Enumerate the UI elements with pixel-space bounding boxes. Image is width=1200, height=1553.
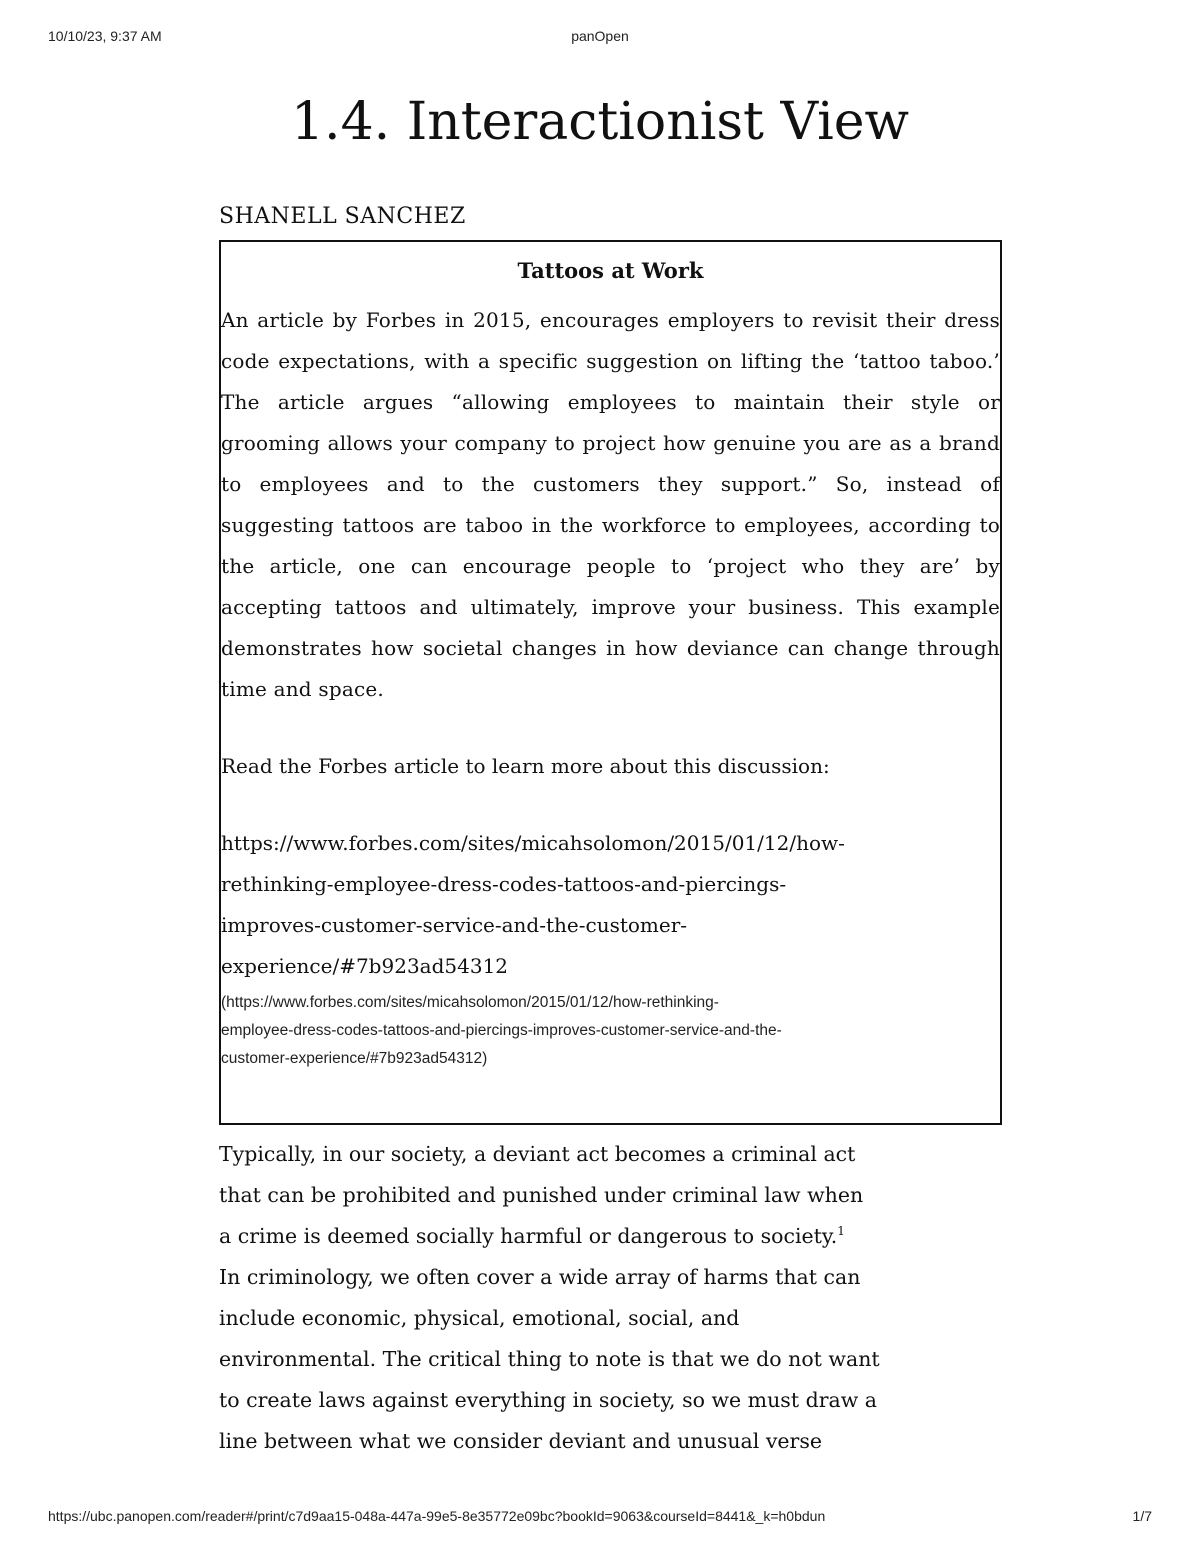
url-line[interactable]: rethinking-employee-dress-codes-tattoos-and-piercings- (221, 872, 787, 896)
printed-url-line: employee-dress-codes-tattoos-and-piercings-improves-customer-service-and-the- (221, 1022, 782, 1039)
page-number: 1/7 (1132, 1508, 1152, 1524)
textbox-paragraph: An article by Forbes in 2015, encourages employers to revisit their dress code expectations, with a specific suggestion on lifting the ‘tattoo taboo.’ The article argues “allowing employees to maintain their style or grooming allows your company to project how genuine you are as a brand to employees and to the customers they support.” So, instead of suggesting tattoos are taboo in the workforce to employees, according to the article, one can encourage people to ‘project who they are’ by accepting tattoos and ultimately, improve your business. This example demonstrates how societal changes in how deviance can change through time and space. (221, 308, 1000, 701)
body-line: environmental. The critical thing to note is that we do not want (219, 1347, 880, 1371)
textbox-heading: Tattoos at Work (517, 258, 704, 283)
body-line: Typically, in our society, a deviant act becomes a criminal act (219, 1142, 856, 1166)
body-line: line between what we consider deviant and unusual verse (219, 1429, 823, 1453)
print-header (48, 28, 1152, 48)
print-url: https://ubc.panopen.com/reader#/print/c7d9aa15-048a-447a-99e5-8e35772e09bc?bookId=9063&courseId=8441&_k=h0bdun (48, 1508, 826, 1524)
body-paragraph (219, 1134, 989, 1462)
body-line: include economic, physical, emotional, social, and (219, 1306, 740, 1330)
read-more-text: Read the Forbes article to learn more about this discussion: (221, 754, 830, 778)
printed-url-line: (https://www.forbes.com/sites/micahsolomon/2015/01/12/how-rethinking- (221, 994, 719, 1011)
print-site-name: panOpen (571, 28, 629, 44)
tattoos-at-work-textbox (219, 240, 1002, 1125)
body-line: that can be prohibited and punished under criminal law when (219, 1183, 864, 1207)
body-line (219, 1216, 989, 1257)
body-line: In criminology, we often cover a wide array of harms that can (219, 1265, 861, 1289)
page-title: 1.4. Interactionist View (290, 92, 910, 152)
url-line[interactable]: improves-customer-service-and-the-customer- (221, 913, 688, 937)
printed-url-line: customer-experience/#7b923ad54312) (221, 1050, 488, 1067)
footnote-marker[interactable]: 1 (837, 1224, 845, 1239)
url-line[interactable]: experience/#7b923ad54312 (221, 954, 509, 978)
printed-url (221, 989, 1000, 1073)
forbes-article-link[interactable] (221, 823, 1000, 1073)
author-name: SHANELL SANCHEZ (219, 204, 466, 229)
url-line[interactable]: https://www.forbes.com/sites/micahsolomon/2015/01/12/how- (221, 831, 845, 855)
body-line: to create laws against everything in society, so we must draw a (219, 1388, 878, 1412)
print-datetime: 10/10/23, 9:37 AM (48, 28, 162, 44)
print-footer (48, 1508, 1152, 1528)
body-line-text: a crime is deemed socially harmful or dangerous to society. (219, 1224, 838, 1248)
